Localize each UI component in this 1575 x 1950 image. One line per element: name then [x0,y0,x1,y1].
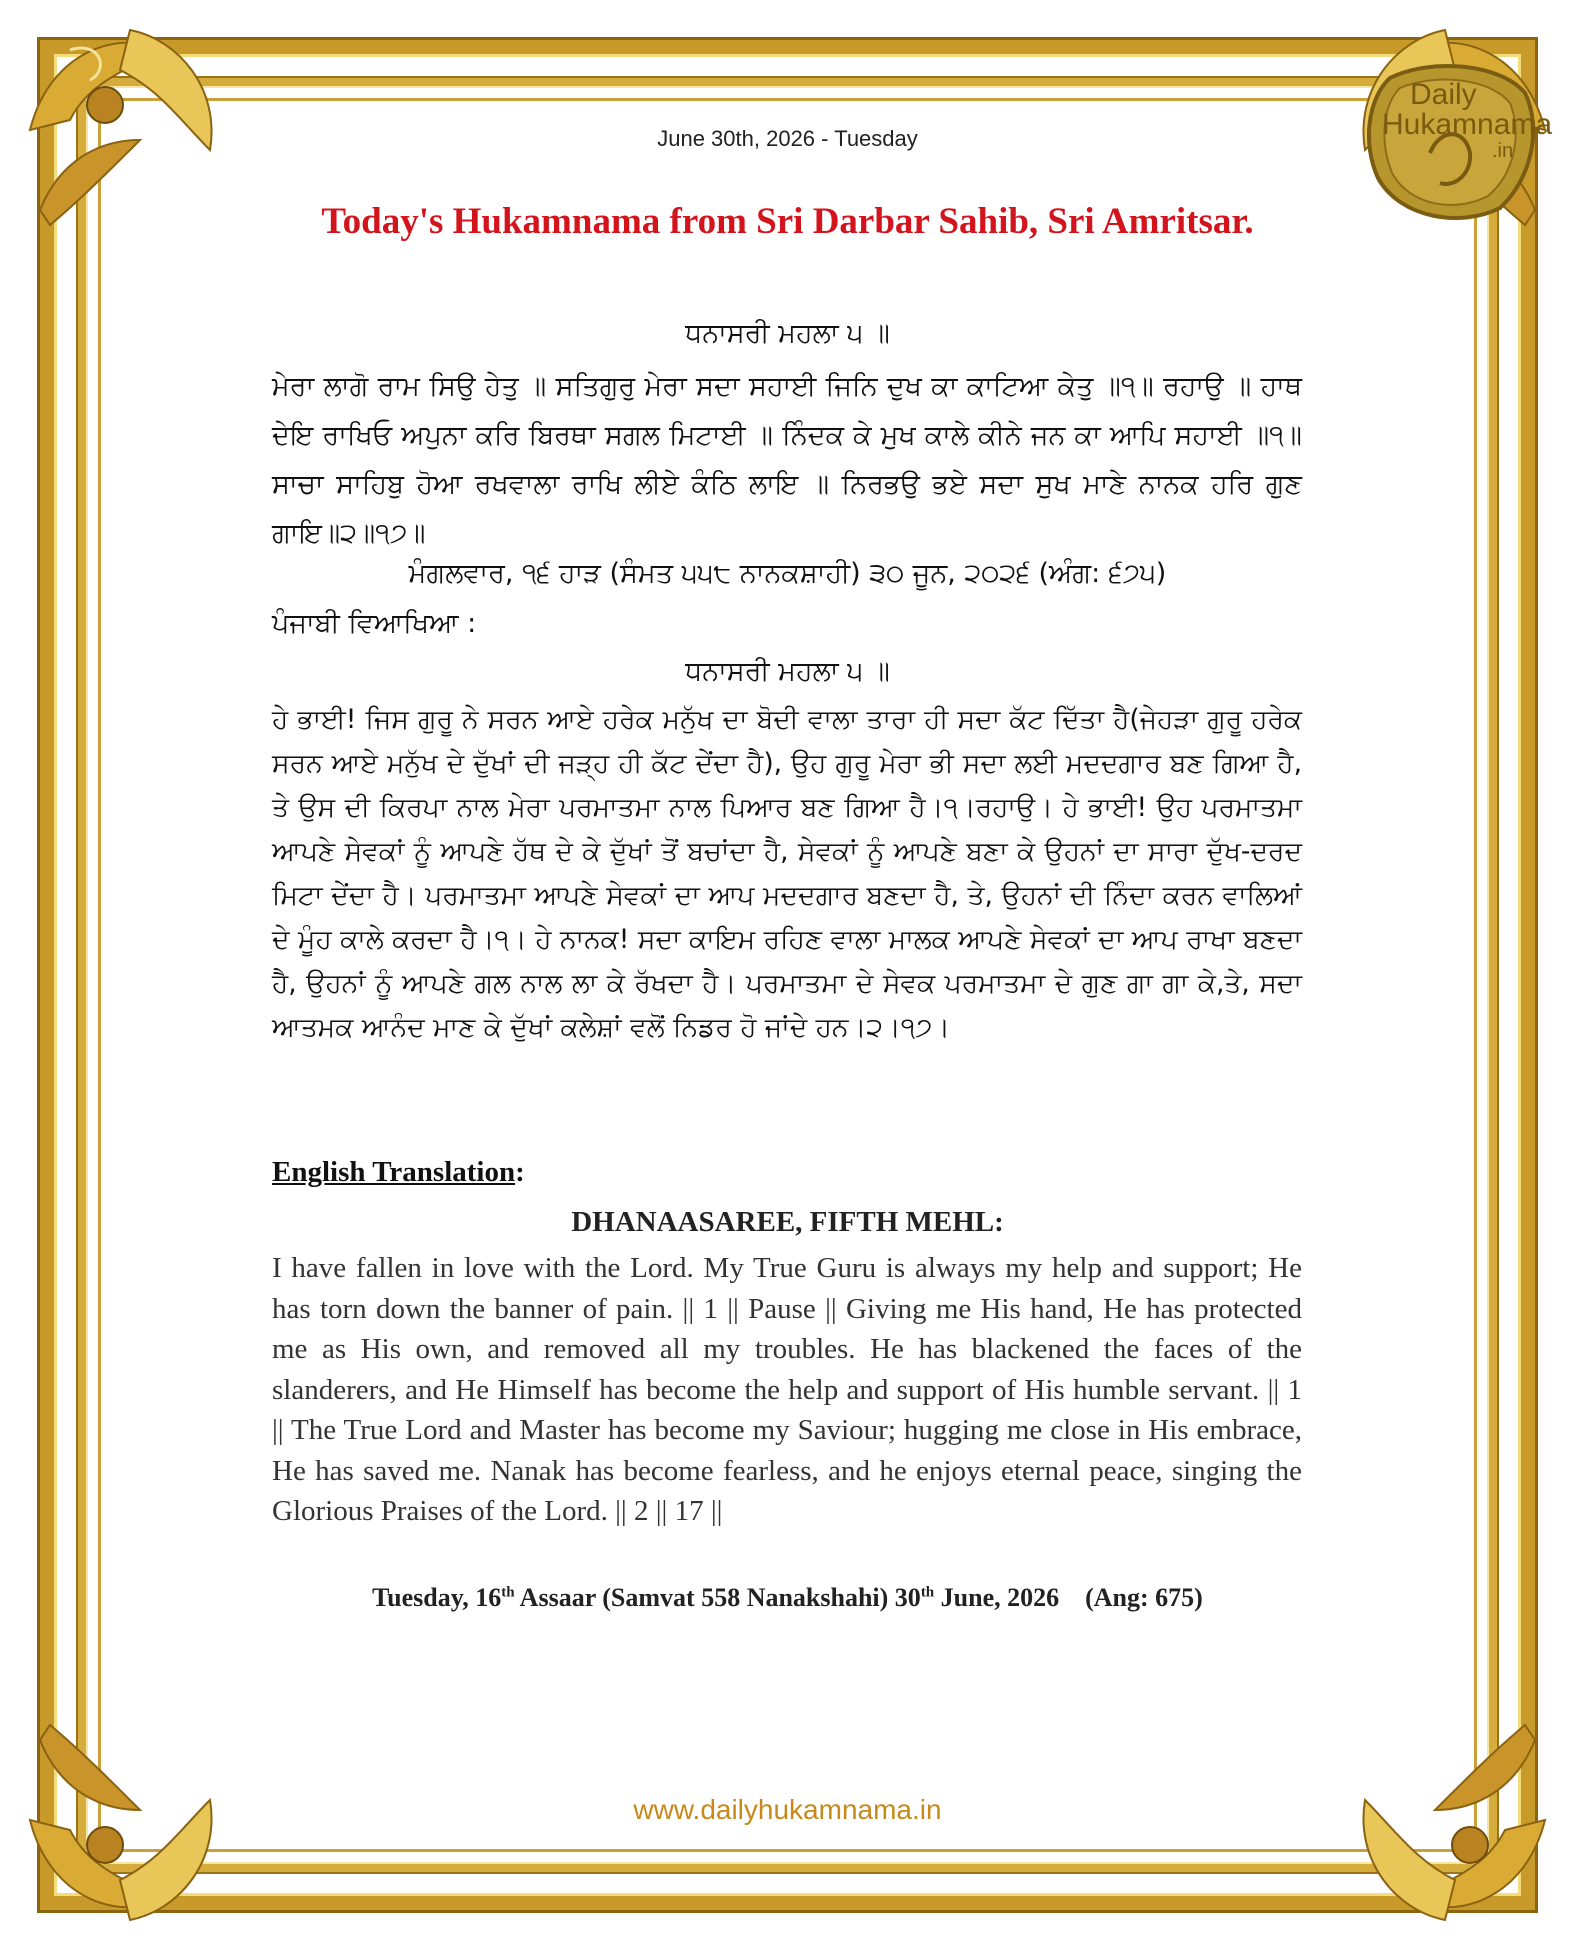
shabad-heading: ਧਨਾਸਰੀ ਮਹਲਾ ੫ ॥ [685,318,890,349]
english-date-b: Assaar (Samvat 558 Nanakshahi) 30 [514,1583,921,1612]
english-date-a: Tuesday, 16 [372,1583,502,1612]
english-heading: DHANAASAREE, FIFTH MEHL: [571,1206,1004,1238]
seal-line-1: Daily [1410,78,1477,111]
punjabi-heading: ਧਨਾਸਰੀ ਮਹਲਾ ੫ ॥ [685,656,890,687]
seal-line-3: .in [1492,140,1514,162]
english-text: I have fallen in love with the Lord. My True Guru is always my help and support; He has torn down the banner of pain. || 1 || Pause || Giving me His hand, He has protected me as His own, and removed all my troubles. He has blackened the faces of the slanderers, and He Himself has become the help and support of His humble servant. || 1 || The True Lord and Master has become my Saviour; hugging me close in His embrace, He has saved me. Nanak has become fearless, and he enjoys eternal peace, singing the Glorious Praises of the Lord. || 2 || 17 || [272,1252,1302,1527]
shabad-text: ਮੇਰਾ ਲਾਗੋ ਰਾਮ ਸਿਉ ਹੇਤੁ ॥ ਸਤਿਗੁਰੁ ਮੇਰਾ ਸਦਾ ਸਹਾਈ ਜਿਨਿ ਦੁਖ ਕਾ ਕਾਟਿਆ ਕੇਤੁ ॥੧॥ ਰਹਾਉ ॥ ਹਾਥ ਦੇਇ ਰਾਖਿਓ ਅਪੁਨਾ ਕਰਿ ਬਿਰਥਾ ਸਗਲ ਮਿਟਾਈ ॥ ਨਿੰਦਕ ਕੇ ਮੁਖ ਕਾਲੇ ਕੀਨੇ ਜਨ ਕਾ ਆਪਿ ਸਹਾਈ ॥੧॥ ਸਾਚਾ ਸਾਹਿਬੁ ਹੋਆ ਰਖਵਾਲਾ ਰਾਖਿ ਲੀਏ ਕੰਠਿ ਲਾਇ ॥ ਨਿਰਭਉ ਭਏ ਸਦਾ ਸੁਖ ਮਾਣੇ ਨਾਨਕ ਹਰਿ ਗੁਣ ਗਾਇ॥੨॥੧੭॥ [272,371,1302,549]
seal-line-2: Hukamnama [1382,108,1553,141]
english-date [0,1583,1575,1613]
page-date: June 30th, 2026 - Tuesday [657,126,918,151]
english-date-c: June, 2026 (Ang: 675) [934,1583,1203,1612]
page-title: Today's Hukamnama from Sri Darbar Sahib, Sri Amritsar. [321,201,1254,242]
english-date-sup2: th [920,1584,935,1601]
english-label-colon: : [515,1156,525,1188]
english-date-sup1: th [501,1584,515,1601]
shabad-date: ਮੰਗਲਵਾਰ, ੧੬ ਹਾੜ (ਸੰਮਤ ੫੫੮ ਨਾਨਕਸ਼ਾਹੀ) ੩੦ ਜੂਨ, ੨੦੨੬ (ਅੰਗ: ੬੭੫) [408,558,1167,589]
punjabi-text: ਹੇ ਭਾਈ! ਜਿਸ ਗੁਰੂ ਨੇ ਸਰਨ ਆਏ ਹਰੇਕ ਮਨੁੱਖ ਦਾ ਬੋਦੀ ਵਾਲਾ ਤਾਰਾ ਹੀ ਸਦਾ ਕੱਟ ਦਿੱਤਾ ਹੈ(ਜੇਹੜਾ ਗੁਰੂ ਹਰੇਕ ਸਰਨ ਆਏ ਮਨੁੱਖ ਦੇ ਦੁੱਖਾਂ ਦੀ ਜੜ੍ਹ ਹੀ ਕੱਟ ਦੇਂਦਾ ਹੈ), ਉਹ ਗੁਰੂ ਮੇਰਾ ਭੀ ਸਦਾ ਲਈ ਮਦਦਗਾਰ ਬਣ ਗਿਆ ਹੈ, ਤੇ ਉਸ ਦੀ ਕਿਰਪਾ ਨਾਲ ਮੇਰਾ ਪਰਮਾਤਮਾ ਨਾਲ ਪਿਆਰ ਬਣ ਗਿਆ ਹੈ।੧।ਰਹਾਉ। ਹੇ ਭਾਈ! ਉਹ ਪਰਮਾਤਮਾ ਆਪਣੇ ਸੇਵਕਾਂ ਨੂੰ ਆਪਣੇ ਹੱਥ ਦੇ ਕੇ ਦੁੱਖਾਂ ਤੋਂ ਬਚਾਂਦਾ ਹੈ, ਸੇਵਕਾਂ ਨੂੰ ਆਪਣੇ ਬਣਾ ਕੇ ਉਹਨਾਂ ਦਾ ਸਾਰਾ ਦੁੱਖ-ਦਰਦ ਮਿਟਾ ਦੇਂਦਾ ਹੈ। ਪਰਮਾਤਮਾ ਆਪਣੇ ਸੇਵਕਾਂ ਦਾ ਆਪ ਮਦਦਗਾਰ ਬਣਦਾ ਹੈ, ਤੇ, ਉਹਨਾਂ ਦੀ ਨਿੰਦਾ ਕਰਨ ਵਾਲਿਆਂ ਦੇ ਮੂੰਹ ਕਾਲੇ ਕਰਦਾ ਹੈ।੧। ਹੇ ਨਾਨਕ! ਸਦਾ ਕਾਇਮ ਰਹਿਣ ਵਾਲਾ ਮਾਲਕ ਆਪਣੇ ਸੇਵਕਾਂ ਦਾ ਆਪ ਰਾਖਾ ਬਣਦਾ ਹੈ, ਉਹਨਾਂ ਨੂੰ ਆਪਣੇ ਗਲ ਨਾਲ ਲਾ ਕੇ ਰੱਖਦਾ ਹੈ। ਪਰਮਾਤਮਾ ਦੇ ਸੇਵਕ ਪਰਮਾਤਮਾ ਦੇ ਗੁਣ ਗਾ ਗਾ ਕੇ,ਤੇ, ਸਦਾ ਆਤਮਕ ਆਨੰਦ ਮਾਣ ਕੇ ਦੁੱਖਾਂ ਕਲੇਸ਼ਾਂ ਵਲੋਂ ਨਿਡਰ ਹੋ ਜਾਂਦੇ ਹਨ।੨।੧੭। [272,704,1302,1043]
footer-website-link[interactable]: www.dailyhukamnama.in [633,1794,942,1825]
punjabi-label: ਪੰਜਾਬੀ ਵਿਆਖਿਆ : [272,608,477,639]
english-label-text: English Translation [272,1156,516,1188]
english-label [272,1156,525,1189]
